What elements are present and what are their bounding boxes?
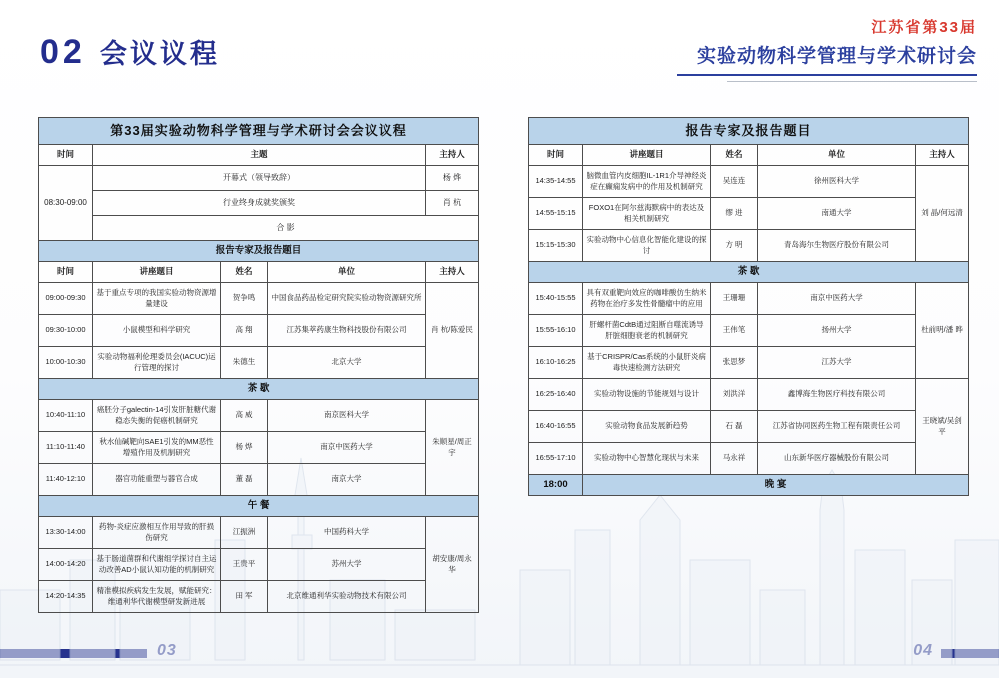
- name-cell: 贺争鸣: [221, 283, 268, 315]
- name-cell: 缪 进: [711, 198, 758, 230]
- org-cell: 江苏大学: [758, 347, 916, 379]
- report-row: [529, 347, 969, 379]
- org-cell: 南京医科大学: [268, 400, 426, 432]
- org-cell: 扬州大学: [758, 315, 916, 347]
- conference-title-block: [657, 16, 977, 82]
- table-title-row: [529, 118, 969, 145]
- org-cell: 江苏省协同医药生物工程有限责任公司: [758, 411, 916, 443]
- time-cell: 14:20-14:35: [39, 581, 93, 613]
- report-row: [39, 464, 479, 496]
- title-underline-secondary: [727, 81, 977, 82]
- report-row: [529, 411, 969, 443]
- report-row: [529, 283, 969, 315]
- header-cell-topic: 主题: [93, 145, 426, 166]
- agenda-table-right: [528, 117, 969, 496]
- org-cell: 南京中医药大学: [268, 432, 426, 464]
- time-cell: 09:30-10:00: [39, 315, 93, 347]
- report-row: [529, 230, 969, 262]
- report-header-row: [529, 145, 969, 166]
- banquet-label: 晚 宴: [583, 475, 969, 496]
- host-cell: 肖 杭: [426, 191, 479, 216]
- name-cell: 张思梦: [711, 347, 758, 379]
- org-cell: 山东新华医疗器械股份有限公司: [758, 443, 916, 475]
- section-row: [39, 379, 479, 400]
- report-header-row: [39, 262, 479, 283]
- header-cell-2: 姓名: [711, 145, 758, 166]
- topic-cell: 实验动物中心信息化智能化建设的探讨: [583, 230, 711, 262]
- header-cell-time: 时间: [39, 145, 93, 166]
- time-cell: 09:00-09:30: [39, 283, 93, 315]
- name-cell: 田 军: [221, 581, 268, 613]
- report-row: [39, 315, 479, 347]
- name-cell: 朱德生: [221, 347, 268, 379]
- time-cell: 16:10-16:25: [529, 347, 583, 379]
- report-row: [39, 581, 479, 613]
- header-cell-0: 时间: [529, 145, 583, 166]
- org-cell: 南京中医药大学: [758, 283, 916, 315]
- time-cell: 18:00: [529, 475, 583, 496]
- host-cell: 刘 晶/何远清: [916, 166, 969, 262]
- page-heading: [40, 32, 220, 72]
- org-cell: 南通大学: [758, 198, 916, 230]
- header-cell-4: 主持人: [916, 145, 969, 166]
- topic-cell: 肝螺杆菌CdtB通过阻断自噬流诱导肝脏细胞衰老的机制研究: [583, 315, 711, 347]
- name-cell: 刘洪洋: [711, 379, 758, 411]
- section-row: [39, 241, 479, 262]
- org-cell: 中国药科大学: [268, 517, 426, 549]
- header-cell-4: 主持人: [426, 262, 479, 283]
- org-cell: 苏州大学: [268, 549, 426, 581]
- org-cell: 江苏集萃药康生物科技股份有限公司: [268, 315, 426, 347]
- org-cell: 徐州医科大学: [758, 166, 916, 198]
- topic-cell: 实验动物福利伦理委员会(IACUC)运行管理的探讨: [93, 347, 221, 379]
- time-cell: 15:40-15:55: [529, 283, 583, 315]
- time-cell: 11:40-12:10: [39, 464, 93, 496]
- opening-row: [39, 166, 479, 191]
- opening-row: [39, 216, 479, 241]
- time-cell: 14:55-15:15: [529, 198, 583, 230]
- time-cell: 14:35-14:55: [529, 166, 583, 198]
- topic-cell: 行业终身成就奖颁奖: [93, 191, 426, 216]
- topic-cell: 小鼠模型和科学研究: [93, 315, 221, 347]
- section-label: 茶 歇: [39, 379, 479, 400]
- report-row: [39, 347, 479, 379]
- title-underline: [677, 74, 977, 76]
- org-cell: 鑫博海生物医疗科技有限公司: [758, 379, 916, 411]
- report-row: [39, 517, 479, 549]
- org-cell: 中国食品药品检定研究院实验动物资源研究所: [268, 283, 426, 315]
- report-row: [39, 432, 479, 464]
- name-cell: 吴连连: [711, 166, 758, 198]
- org-cell: 北京大学: [268, 347, 426, 379]
- host-cell: 朱顺星/周正宇: [426, 400, 479, 496]
- topic-cell: 实验动物食品发展新趋势: [583, 411, 711, 443]
- section-row: [39, 496, 479, 517]
- conference-name: 实验动物科学管理与学术研讨会: [696, 46, 977, 67]
- section-title: 会议议程: [99, 39, 220, 69]
- topic-cell: 实验动物中心智慧化现状与未来: [583, 443, 711, 475]
- time-cell: 08:30-09:00: [39, 166, 93, 241]
- topic-cell: 开幕式（领导致辞）: [93, 166, 426, 191]
- table-title: 报告专家及报告题目: [529, 118, 969, 145]
- org-cell: 南京大学: [268, 464, 426, 496]
- name-cell: 江振洲: [221, 517, 268, 549]
- report-row: [529, 379, 969, 411]
- topic-cell: 具有双重靶向效应的咖啡酸仿生纳米药物在治疗多发性骨髓瘤中的应用: [583, 283, 711, 315]
- time-cell: 11:10-11:40: [39, 432, 93, 464]
- header-cell-1: 讲座题目: [583, 145, 711, 166]
- report-row: [529, 315, 969, 347]
- topic-cell: 秋水仙碱靶向SAE1引发的MM恶性增殖作用及机制研究: [93, 432, 221, 464]
- section-label: 午 餐: [39, 496, 479, 517]
- section-label: 茶 歇: [529, 262, 969, 283]
- topic-cell: 精准模拟疾病发生发展，赋能研究：维通利华代谢模型研发新进展: [93, 581, 221, 613]
- topic-cell: 实验动物设施的节能规划与设计: [583, 379, 711, 411]
- topic-cell: 脑微血管内皮细胞IL-1R1介导神经炎症在癫痫发病中的作用及机制研究: [583, 166, 711, 198]
- host-cell: 肖 杭/陈爱民: [426, 283, 479, 379]
- topic-cell: 合 影: [93, 216, 479, 241]
- topic-cell: 药物-炎症应激相互作用导致的肝损伤研究: [93, 517, 221, 549]
- header-cell-3: 单位: [758, 145, 916, 166]
- section-label: 报告专家及报告题目: [39, 241, 479, 262]
- time-cell: 14:00-14:20: [39, 549, 93, 581]
- opening-header-row: [39, 145, 479, 166]
- time-cell: 16:40-16:55: [529, 411, 583, 443]
- name-cell: 高 翔: [221, 315, 268, 347]
- report-row: [39, 549, 479, 581]
- header-cell-host: 主持人: [426, 145, 479, 166]
- topic-cell: 基于肠道菌群和代谢组学探讨自主运动改善AD小鼠认知功能的机制研究: [93, 549, 221, 581]
- host-cell: 王晓斌/吴剑平: [916, 379, 969, 475]
- topic-cell: 癌胚分子galectin-14引发肝脏糖代谢稳态失衡的促癌机制研究: [93, 400, 221, 432]
- time-cell: 10:40-11:10: [39, 400, 93, 432]
- org-cell: 北京维通利华实验动物技术有限公司: [268, 581, 426, 613]
- host-cell: 杨 烨: [426, 166, 479, 191]
- name-cell: 王珊珊: [711, 283, 758, 315]
- report-row: [39, 283, 479, 315]
- name-cell: 石 磊: [711, 411, 758, 443]
- host-cell: 胡安康/周永华: [426, 517, 479, 613]
- time-cell: 16:25-16:40: [529, 379, 583, 411]
- report-row: [39, 400, 479, 432]
- name-cell: 杨 烨: [221, 432, 268, 464]
- topic-cell: 基于重点专项的我国实验动物资源增量建设: [93, 283, 221, 315]
- name-cell: 方 明: [711, 230, 758, 262]
- name-cell: 王伟笔: [711, 315, 758, 347]
- report-row: [529, 443, 969, 475]
- header-cell-0: 时间: [39, 262, 93, 283]
- topic-cell: 基于CRISPR/Cas系统的小鼠肝炎病毒快速检测方法研究: [583, 347, 711, 379]
- org-cell: 青岛海尔生物医疗股份有限公司: [758, 230, 916, 262]
- topic-cell: FOXO1在阿尔兹海默病中的表达及相关机制研究: [583, 198, 711, 230]
- section-row: [529, 262, 969, 283]
- time-cell: 10:00-10:30: [39, 347, 93, 379]
- report-row: [529, 166, 969, 198]
- banquet-row: [529, 475, 969, 496]
- topic-cell: 器官功能重塑与器官合成: [93, 464, 221, 496]
- time-cell: 16:55-17:10: [529, 443, 583, 475]
- name-cell: 董 磊: [221, 464, 268, 496]
- report-row: [529, 198, 969, 230]
- host-cell: 杜前明/潘 晔: [916, 283, 969, 379]
- time-cell: 15:55-16:10: [529, 315, 583, 347]
- table-title-row: [39, 118, 479, 145]
- name-cell: 马永祥: [711, 443, 758, 475]
- section-number: 02: [40, 33, 86, 71]
- header-cell-2: 姓名: [221, 262, 268, 283]
- table-title: 第33届实验动物科学管理与学术研讨会会议议程: [39, 118, 479, 145]
- opening-row: [39, 191, 479, 216]
- header-cell-1: 讲座题目: [93, 262, 221, 283]
- agenda-table-left: [38, 117, 479, 613]
- time-cell: 15:15-15:30: [529, 230, 583, 262]
- header-cell-3: 单位: [268, 262, 426, 283]
- name-cell: 高 威: [221, 400, 268, 432]
- name-cell: 王贵平: [221, 549, 268, 581]
- time-cell: 13:30-14:00: [39, 517, 93, 549]
- conference-edition: 江苏省第33届: [871, 19, 977, 36]
